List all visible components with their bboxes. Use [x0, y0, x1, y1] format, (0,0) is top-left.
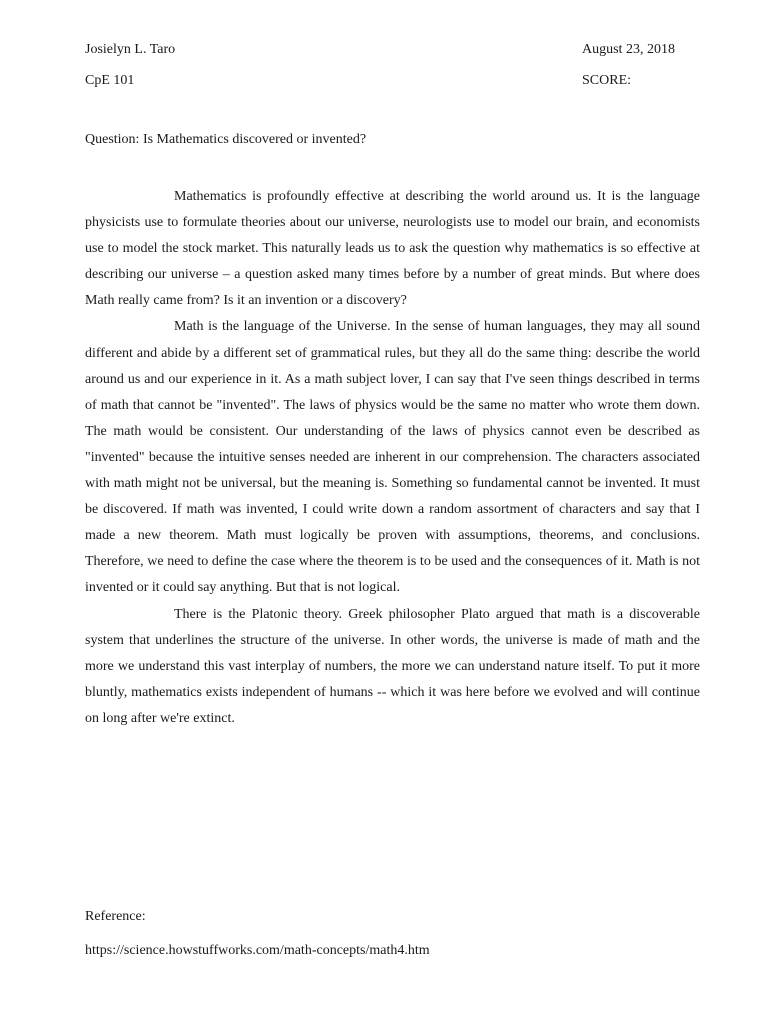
paragraph-1: Mathematics is profoundly effective at describing the world around us. It is the language physicists use to formulate theories about our universe, neurologists use to model our brain, and economists use to model the stock market. This naturally leads us to ask the question why mathematics is so effective at describing our universe – a question asked many times before by a number of great minds. But where does Math really came from? Is it an invention or a discovery? [85, 189, 700, 309]
reference-label: Reference: [85, 909, 146, 924]
course-code: CpE 101 [85, 73, 135, 88]
essay-body [85, 184, 700, 732]
author-name: Josielyn L. Taro [85, 42, 176, 57]
header-row-2 [85, 72, 685, 90]
header-row-1 [85, 41, 685, 59]
date: August 23, 2018 [582, 42, 675, 57]
question-line: Question: Is Mathematics discovered or invented? [85, 132, 367, 147]
reference-url: https://science.howstuffworks.com/math-concepts/math4.htm [85, 943, 430, 958]
paragraph-2: Math is the language of the Universe. In the sense of human languages, they may all sound different and abide by a different set of grammatical rules, but they all do the same thing: describe the world around us and our experience in it. As a math subject lover, I can say that I've seen things described in terms of math that cannot be "invented". The laws of physics would be the same no matter who wrote them down. The math would be consistent. Our understanding of the laws of physics cannot even be described as "invented" because the intuitive senses needed are inherent in our comprehension. The characters associated with math might not be universal, but the meaning is. Something so fundamental cannot be invented. It must be discovered. If math was invented, I could write down a random assortment of characters and say that I made a new theorem. Math must logically be proven with assumptions, theorems, and conclusions. Therefore, we need to define the case where the theorem is to be used and the consequences of it. Math is not invented or it could say anything. But that is not logical. [85, 319, 700, 596]
score-label: SCORE: [582, 73, 632, 88]
paragraph-3: There is the Platonic theory. Greek philosopher Plato argued that math is a discoverable system that underlines the structure of the universe. In other words, the universe is made of math and the more we understand this vast interplay of numbers, the more we can understand nature itself. To put it more bluntly, mathematics exists independent of humans -- which it was here before we evolved and will continue on long after we're extinct. [85, 606, 700, 726]
